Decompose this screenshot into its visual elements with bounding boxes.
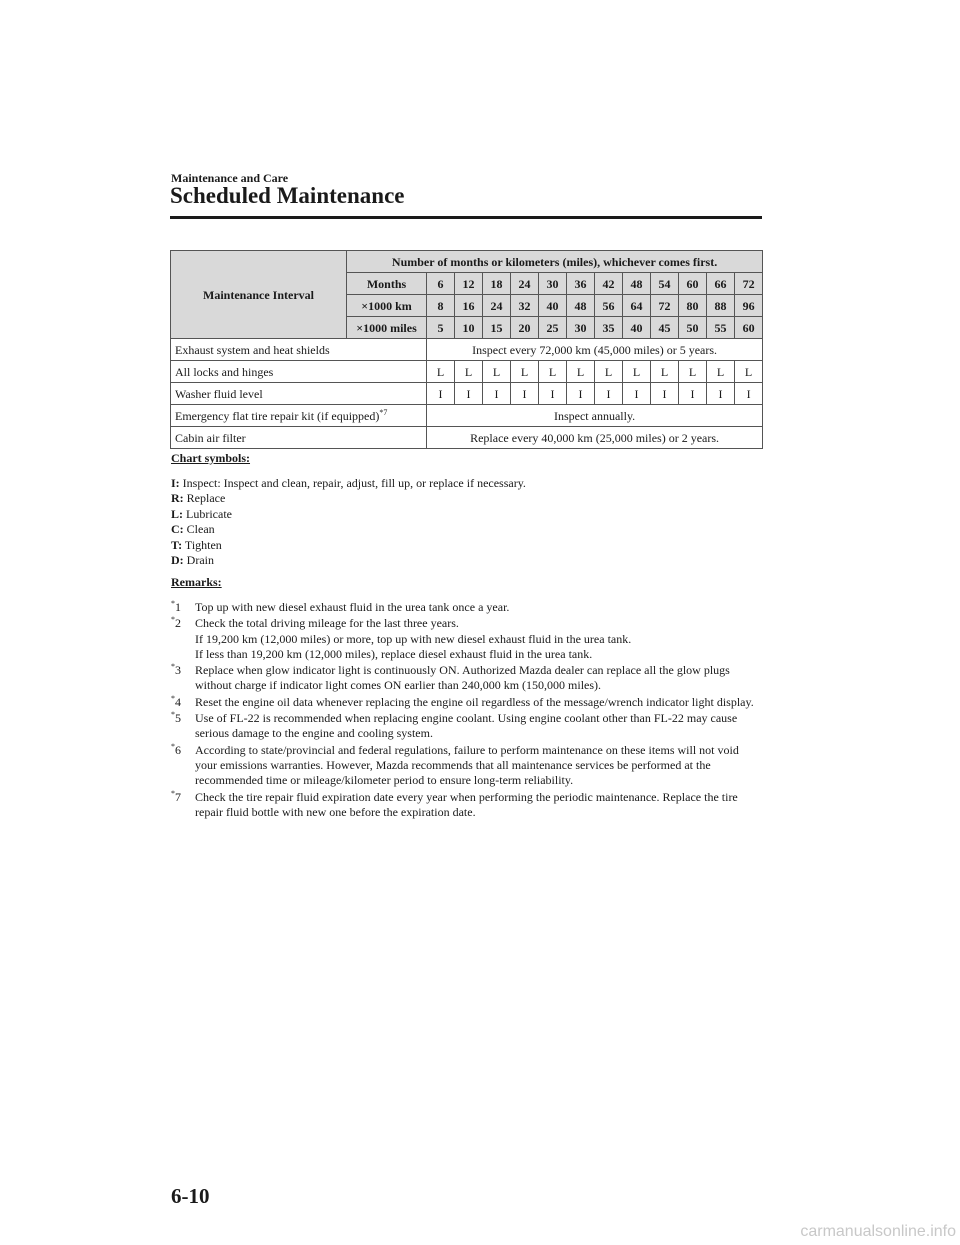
item-cell bbox=[171, 383, 427, 405]
title-rule bbox=[170, 216, 762, 219]
miles-cell: 45 bbox=[651, 317, 679, 339]
km-cell: 80 bbox=[679, 295, 707, 317]
interval-cell: L bbox=[707, 361, 735, 383]
remarks-list bbox=[171, 600, 761, 821]
remark-mark: * bbox=[171, 599, 175, 608]
table-row bbox=[171, 383, 763, 405]
symbol-item bbox=[171, 522, 526, 537]
remark-text: Reset the engine oil data whenever replacing the engine oil regardless of the message/wrench indicator light display. bbox=[195, 694, 754, 709]
interval-cell: L bbox=[567, 361, 595, 383]
month-cell: 24 bbox=[511, 273, 539, 295]
symbol-key: C: bbox=[171, 522, 184, 537]
miles-cell: 25 bbox=[539, 317, 567, 339]
remarks-title: Remarks: bbox=[171, 575, 222, 589]
symbol-item bbox=[171, 553, 526, 568]
remark-item bbox=[171, 695, 761, 710]
interval-cell: L bbox=[427, 361, 455, 383]
page-title: Scheduled Maintenance bbox=[170, 183, 405, 208]
miles-cell: 10 bbox=[455, 317, 483, 339]
remark-text: Check the total driving mileage for the last three years. bbox=[195, 616, 459, 631]
remark-text: Replace when glow indicator light is continuously ON. Authorized Mazda dealer can replace all the glow plugs without charge if indicator light comes ON earlier than 240,000 km (150,000 miles). bbox=[195, 663, 730, 693]
interval-cell: I bbox=[651, 383, 679, 405]
remark-number bbox=[171, 695, 181, 710]
symbols-list bbox=[171, 476, 526, 568]
remark-text: Top up with new diesel exhaust fluid in the urea tank once a year. bbox=[195, 600, 510, 614]
item-name: Cabin air filter bbox=[175, 430, 246, 445]
miles-label: ×1000 miles bbox=[347, 317, 427, 339]
month-cell: 66 bbox=[707, 273, 735, 295]
table-row bbox=[171, 405, 763, 427]
item-cell bbox=[171, 405, 427, 427]
symbol-key: I: bbox=[171, 476, 180, 490]
month-cell: 48 bbox=[623, 273, 651, 295]
interval-cell: I bbox=[483, 383, 511, 405]
interval-cell: L bbox=[595, 361, 623, 383]
interval-cell: L bbox=[455, 361, 483, 383]
remark-item bbox=[171, 790, 761, 821]
interval-cell: I bbox=[455, 383, 483, 405]
miles-cell: 55 bbox=[707, 317, 735, 339]
interval-text: Inspect every 72,000 km (45,000 miles) or 5 years. bbox=[427, 339, 763, 361]
remark-mark: * bbox=[171, 615, 175, 625]
remark-mark: * bbox=[171, 788, 175, 798]
remark-num: 1 bbox=[175, 600, 181, 614]
symbol-text: Lubricate bbox=[186, 506, 232, 521]
remark-text: Check the tire repair fluid expiration date every year when performing the periodic maintenance. Replace the tire repair fluid bottle with new one before the expiration date. bbox=[195, 789, 738, 819]
miles-cell: 40 bbox=[623, 317, 651, 339]
table-row bbox=[171, 361, 763, 383]
remark-number bbox=[171, 711, 181, 726]
whichever-label: Number of months or kilometers (miles), whichever comes first. bbox=[347, 251, 763, 273]
interval-cell: I bbox=[539, 383, 567, 405]
remark-number bbox=[171, 790, 181, 805]
remark-num: 5 bbox=[175, 711, 181, 726]
km-cell: 32 bbox=[511, 295, 539, 317]
interval-cell: L bbox=[623, 361, 651, 383]
miles-cell: 15 bbox=[483, 317, 511, 339]
remark-mark: * bbox=[171, 741, 175, 751]
remark-text: According to state/provincial and federal regulations, failure to perform maintenance on these items will not void your emissions warranties. However, Mazda recommends that all maintenance services be performed at the recommended time or mileage/kilometer period to ensure long-term reliability. bbox=[195, 742, 739, 788]
month-cell: 60 bbox=[679, 273, 707, 295]
month-cell: 18 bbox=[483, 273, 511, 295]
km-cell: 48 bbox=[567, 295, 595, 317]
month-cell: 12 bbox=[455, 273, 483, 295]
interval-cell: I bbox=[567, 383, 595, 405]
remark-item bbox=[171, 616, 761, 662]
interval-text: Replace every 40,000 km (25,000 miles) or 2 years. bbox=[427, 427, 763, 449]
symbols-title: Chart symbols: bbox=[171, 451, 251, 465]
interval-cell: I bbox=[735, 383, 763, 405]
months-label: Months bbox=[347, 273, 427, 295]
miles-cell: 35 bbox=[595, 317, 623, 339]
symbol-key: D: bbox=[171, 553, 184, 568]
miles-cell: 50 bbox=[679, 317, 707, 339]
km-cell: 88 bbox=[707, 295, 735, 317]
km-cell: 96 bbox=[735, 295, 763, 317]
month-cell: 42 bbox=[595, 273, 623, 295]
month-cell: 54 bbox=[651, 273, 679, 295]
item-cell bbox=[171, 361, 427, 383]
watermark: carmanualsonline.info bbox=[800, 1223, 956, 1240]
remark-extra: If 19,200 km (12,000 miles) or more, top up with new diesel exhaust fluid in the urea tank. bbox=[195, 631, 632, 646]
interval-cell: I bbox=[623, 383, 651, 405]
interval-cell: L bbox=[679, 361, 707, 383]
remark-number bbox=[171, 600, 181, 615]
symbol-item bbox=[171, 507, 526, 522]
interval-cell: L bbox=[651, 361, 679, 383]
remark-text: Use of FL-22 is recommended when replacing engine coolant. Using engine coolant other than FL-22 may cause serious damage to the engine and cooling system. bbox=[195, 711, 738, 741]
remark-item bbox=[171, 600, 761, 615]
remark-extra: If less than 19,200 km (12,000 miles), replace diesel exhaust fluid in the urea tank. bbox=[195, 646, 593, 661]
symbol-text: Drain bbox=[186, 553, 214, 568]
remark-item bbox=[171, 743, 761, 789]
km-cell: 72 bbox=[651, 295, 679, 317]
interval-cell: I bbox=[707, 383, 735, 405]
remark-number bbox=[171, 663, 181, 678]
item-cell bbox=[171, 339, 427, 361]
remark-number bbox=[171, 616, 181, 631]
interval-cell: I bbox=[679, 383, 707, 405]
miles-cell: 5 bbox=[427, 317, 455, 339]
symbol-text: Clean bbox=[186, 522, 215, 537]
km-cell: 56 bbox=[595, 295, 623, 317]
interval-text: Inspect annually. bbox=[427, 405, 763, 427]
miles-cell: 20 bbox=[511, 317, 539, 339]
symbol-key: L: bbox=[171, 506, 183, 521]
interval-cell: I bbox=[427, 383, 455, 405]
item-name: All locks and hinges bbox=[175, 364, 274, 379]
month-cell: 30 bbox=[539, 273, 567, 295]
miles-cell: 30 bbox=[567, 317, 595, 339]
table-row bbox=[171, 339, 763, 361]
km-cell: 40 bbox=[539, 295, 567, 317]
km-label: ×1000 km bbox=[347, 295, 427, 317]
symbol-item bbox=[171, 476, 526, 491]
table-header-row bbox=[171, 251, 763, 273]
symbol-text: Replace bbox=[186, 491, 226, 506]
interval-label: Maintenance Interval bbox=[171, 251, 347, 339]
interval-cell: L bbox=[483, 361, 511, 383]
remark-num: 6 bbox=[175, 742, 181, 757]
interval-cell: L bbox=[735, 361, 763, 383]
interval-cell: L bbox=[539, 361, 567, 383]
month-cell: 72 bbox=[735, 273, 763, 295]
remark-num: 7 bbox=[175, 789, 181, 804]
symbol-key: T: bbox=[171, 537, 183, 552]
month-cell: 6 bbox=[427, 273, 455, 295]
item-name: Emergency flat tire repair kit (if equipped) bbox=[175, 408, 380, 423]
km-cell: 24 bbox=[483, 295, 511, 317]
symbol-item bbox=[171, 538, 526, 553]
interval-cell: L bbox=[511, 361, 539, 383]
interval-cell: I bbox=[595, 383, 623, 405]
maintenance-table bbox=[170, 250, 763, 449]
table-row bbox=[171, 427, 763, 449]
remark-num: 4 bbox=[175, 694, 181, 709]
symbol-text: Inspect: Inspect and clean, repair, adjust, fill up, or replace if necessary. bbox=[182, 476, 526, 490]
interval-cell: I bbox=[511, 383, 539, 405]
section-label: Maintenance and Care bbox=[171, 171, 289, 185]
remark-num: 2 bbox=[175, 616, 181, 631]
miles-cell: 60 bbox=[735, 317, 763, 339]
km-cell: 8 bbox=[427, 295, 455, 317]
item-name: Washer fluid level bbox=[175, 386, 263, 401]
remark-mark: * bbox=[171, 710, 175, 720]
remark-item bbox=[171, 663, 761, 694]
symbol-item bbox=[171, 491, 526, 506]
remark-item bbox=[171, 711, 761, 742]
item-cell bbox=[171, 427, 427, 449]
km-cell: 64 bbox=[623, 295, 651, 317]
remark-number bbox=[171, 743, 181, 758]
page-number: 6-10 bbox=[171, 1184, 210, 1208]
item-note: *7 bbox=[379, 407, 388, 417]
remark-mark: * bbox=[171, 693, 175, 703]
symbol-text: Tighten bbox=[184, 537, 222, 552]
symbol-key: R: bbox=[171, 491, 184, 506]
remark-num: 3 bbox=[175, 663, 181, 678]
month-cell: 36 bbox=[567, 273, 595, 295]
item-name: Exhaust system and heat shields bbox=[175, 342, 330, 357]
remark-mark: * bbox=[171, 662, 175, 672]
km-cell: 16 bbox=[455, 295, 483, 317]
